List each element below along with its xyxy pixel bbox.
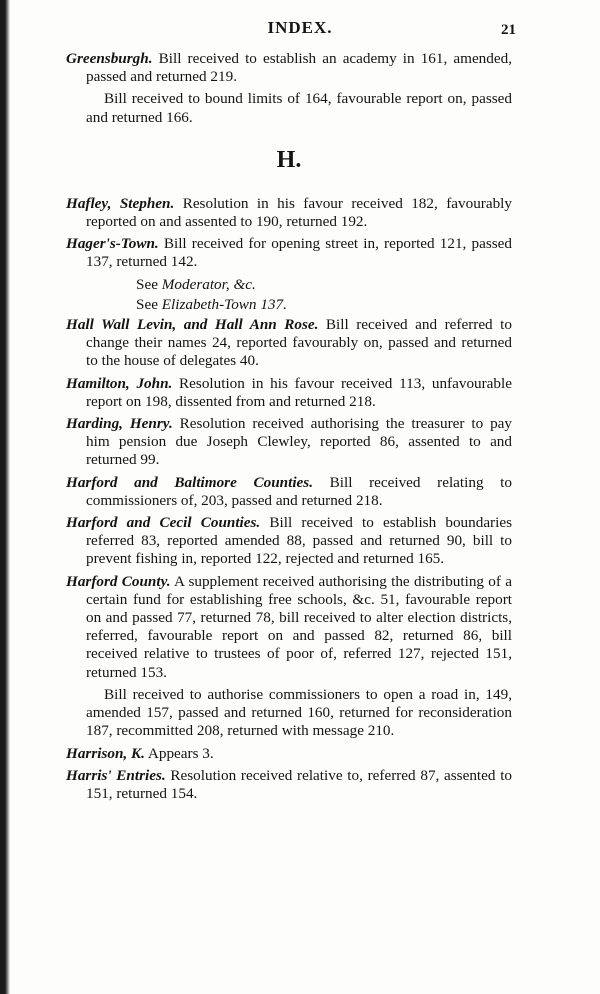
entry-name: Harford County. xyxy=(66,572,171,590)
index-entry xyxy=(66,745,512,763)
see-target: Elizabeth-Town 137. xyxy=(161,295,287,313)
index-entry xyxy=(66,767,512,803)
entry-name: Hamilton, John. xyxy=(66,374,173,392)
index-content xyxy=(66,50,512,807)
entry-name: Harrison, K. xyxy=(66,744,145,762)
entry-name: Hafley, Stephen. xyxy=(66,194,175,212)
entry-text: Resolution received authorising the treasurer to pay him pension due Joseph Clewley, reported 86, assented to and returned 99. xyxy=(86,415,512,469)
entry-text: Bill received for opening street in, reported 121, passed 137, returned 142. xyxy=(86,235,512,271)
entry-name: Harford and Cecil Counties. xyxy=(66,514,261,532)
see-target: Moderator, &c. xyxy=(161,275,256,293)
entry-text: Resolution received relative to, referred 87, assented to 151, returned 154. xyxy=(86,766,513,802)
entry-text: A supplement received authorising the distributing of a certain fund for establishing free schools, &c. 51, favourable report on and passed 77, returned 78, bill received to alter election districts, referred, favourable report on and passed 82, returned 86, bill received relative to trustees of poor of, referred 127, rejected 151, returned 153. xyxy=(86,572,512,681)
index-continuation: Bill received to authorise commissioners to open a road in, 149, amended 157, passed and returned 160, returned for reconsideration 187, recommitted 208, returned with message 210. xyxy=(86,685,512,740)
entry-name: Harford and Baltimore Counties. xyxy=(66,473,313,491)
entry-text: Bill received to establish boundaries referred 83, reported amended 88, passed and returned 90, bill to prevent fishing in, reported 122, rejected and returned 165. xyxy=(86,514,512,568)
index-entry xyxy=(66,195,512,231)
index-entry xyxy=(66,415,512,470)
index-entry xyxy=(66,50,512,86)
see-reference xyxy=(66,276,512,294)
index-entry xyxy=(66,474,512,510)
binding-shadow xyxy=(0,0,10,994)
entry-text: Bill received and referred to change their names 24, reported favourably on, passed and returned to the house of delegates 40. xyxy=(86,316,512,370)
entry-text: Resolution in his favour received 113, unfavourable report on 198, dissented from and returned 218. xyxy=(86,374,512,410)
section-heading: H. xyxy=(276,146,302,173)
see-prefix: See xyxy=(136,275,162,293)
see-prefix: See xyxy=(136,295,162,313)
index-entry xyxy=(66,573,512,682)
index-entry xyxy=(66,514,512,569)
entry-text: Bill received to establish an academy in 161, amended, passed and returned 219. xyxy=(86,50,512,86)
entry-text: Bill received relating to commissioners of, 203, passed and returned 218. xyxy=(86,473,512,509)
index-entry xyxy=(66,235,512,271)
entry-name: Hager's-Town. xyxy=(66,235,159,253)
index-entry xyxy=(66,375,512,411)
index-entry xyxy=(66,316,512,371)
entry-name: Hall Wall Levin, and Hall Ann Rose. xyxy=(66,316,319,334)
entry-name: Harris' Entries. xyxy=(66,766,166,784)
entry-text: Resolution in his favour received 182, favourably reported on and assented to 190, returned 192. xyxy=(86,194,512,231)
index-continuation: Bill received to bound limits of 164, favourable report on, passed and returned 166. xyxy=(86,90,512,126)
page-number: 21 xyxy=(501,22,516,38)
page-title: INDEX. xyxy=(267,18,333,37)
entry-text: Appears 3. xyxy=(144,744,214,762)
see-reference xyxy=(66,296,512,314)
entry-name: Harding, Henry. xyxy=(66,415,173,433)
entry-name: Greensburgh. xyxy=(66,50,153,67)
